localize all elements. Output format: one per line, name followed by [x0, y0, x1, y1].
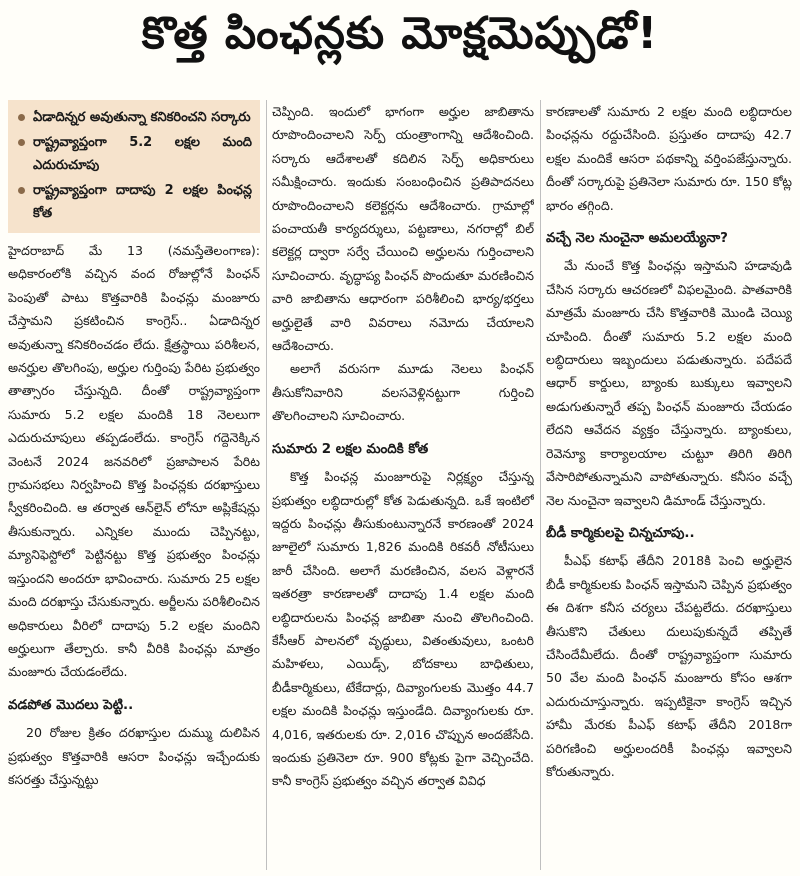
- headline: కొత్త పింఛన్లకు మోక్షమెప్పుడో!: [141, 8, 659, 59]
- body-paragraph: కొత్త పింఛన్ల మంజూరుపై నిర్లక్ష్యం చేస్తున్న ప్రభుత్వం లబ్ధిదారుల్లో కోత పెడుతున్నది. ఒకే ఇంటిలో ఇద్దరు పింఛన్లు తీసుకుంటున్నారనే కారణంతో 2024 జూలైలో సుమారు 1,826 మందికి రికవరీ నోటీసులు జారీ చేసింది. అలాగే మరణించిన, వలస వెళ్లారనే ఇతరత్రా కారణాలతో దాదాపు 1.4 లక్షల మంది లబ్ధిదారులను పింఛన్ల జాబితా నుంచి తొలగించింది. కేసీఆర్ పాలనలో వృద్ధులు, వితంతువులు, ఒంటరి మహిళలు, ఎయిడ్స్, బోదకాలు బాధితులు, బీడీకార్మికులు, టేకేదార్లు, దివ్యాంగులకు మొత్తం 44.7 లక్షల మందికి పింఛన్లు ఇస్తుండేది. దివ్యాంగులకు రూ. 4,016, ఇతరులకు రూ. 2,016 చొప్పున అందజేసేది. ఇందుకు ప్రతినెలా రూ. 900 కోట్లకు పైగా వెచ్చించేది. కానీ కాంగ్రెస్ ప్రభుత్వం వచ్చిన తర్వాత వివిధ: [272, 469, 534, 789]
- highlights-box: [8, 100, 260, 233]
- bullet-icon: [18, 114, 25, 121]
- subheading: వచ్చే నెల నుంచైనా అమలయ్యేనా?: [546, 231, 728, 247]
- subheading: బీడీ కార్మికులపై చిన్నచూపు..: [546, 525, 695, 541]
- highlight-text: రాష్ట్రవ్యాప్తంగా 5.2 లక్షల మంది ఎదురుచూపు: [33, 135, 252, 173]
- body-paragraph: చెప్పింది. ఇందులో భాగంగా అర్హుల జాబితాను రూపొందించాలని సెర్ప్ యంత్రాంగాన్ని ఆదేశించింది. సర్కారు ఆదేశాలతో కదిలిన సెర్ప్ అధికారులు సమీక్షించారు. ఇందుకు సంబంధించిన ప్రతిపాదనలు రూపొందించాలని కలెక్టర్లను ఆదేశించారు. గ్రామాల్లో పంచాయతీ కార్యదర్శులు, పట్టణాలు, నగరాల్లో బిల్ కలెక్టర్ల ద్వారా సర్వే చేయించి అర్హులను గుర్తించాలని సూచించారు. వృద్ధాప్య పింఛన్ పొందుతూ మరణించిన వారి జాబితాను ఆధారంగా పరిశీలించి భార్య/భర్తలు అర్హులైతే వారి వివరాలు నమోదు చేయాలని ఆదేశించారు.: [272, 104, 534, 354]
- highlight-item: [16, 179, 252, 225]
- column-1: [8, 100, 260, 876]
- highlight-text: ఏడాదిన్నర అవుతున్నా కనికరించని సర్కారు: [33, 110, 251, 125]
- body-paragraph: కారణాలతో సుమారు 2 లక్షల మంది లబ్ధిదారుల పింఛన్లను రద్దుచేసింది. ప్రస్తుతం దాదాపు 42.7 లక్షల మందికే ఆసరా పథకాన్ని వర్తింపజేస్తున్నారు. దీంతో సర్కారుపై ప్రతినెలా సుమారు రూ. 150 కోట్ల భారం తగ్గింది.: [546, 104, 792, 213]
- column-rule: [540, 100, 541, 870]
- subheading: వడపోత మొదలు పెట్టి..: [8, 697, 134, 713]
- highlight-item: [16, 131, 252, 177]
- highlight-text: రాష్ట్రవ్యాప్తంగా దాదాపు 2 లక్షల పింఛన్ల కోత: [33, 183, 252, 221]
- body-paragraph: మే నుంచే కొత్త పింఛన్లు ఇస్తామని హడావుడి చేసిన సర్కారు ఆచరణలో విఫలమైంది. పాతవారికి మాత్రమే మంజూరు చేసి కొత్తవారికి మొండి చెయ్యి చూపింది. దీంతో సుమారు 5.2 లక్షల మంది లబ్ధిదారులు ఇబ్బందులు పడుతున్నారు. పదేపదే ఆధార్ కార్డులు, బ్యాంకు బుక్కులు ఇవ్వాలని అడుగుతున్నారే తప్ప పింఛన్ మంజూరు చేయడం లేదని ఆవేదన వ్యక్తం చేస్తున్నారు. బ్యాంకులు, రెవెన్యూ కార్యాలయాల చుట్టూ తిరిగి తిరిగి వేసారిపోతున్నామని వాపోతున్నారు. కనీసం వచ్చే నెల నుంచైనా ఇవ్వాలని డిమాండ్ చేస్తున్నారు.: [546, 258, 792, 508]
- body-paragraph: అలాగే వరుసగా మూడు నెలలు పింఛన్ తీసుకోనివారిని వలసవెళ్లినట్టుగా గుర్తించి తొలగించాలని సూచించారు.: [272, 361, 534, 424]
- column-2: [272, 100, 534, 876]
- subheading: సుమారు 2 లక్షల మందికి కోత: [272, 441, 429, 457]
- body-paragraph: పీఎఫ్ కటాఫ్ తేదీని 2018కి పెంచి అర్హులైన బీడీ కార్మికులకు పింఛన్ ఇస్తామని చెప్పిన ప్రభుత్వం ఈ దిశగా కనీస చర్యలు చేపట్టలేదు. దరఖాస్తులు తీసుకొని చేతులు దులుపుకున్నదే తప్పితే చేసిందేమీలేదు. దీంతో రాష్ట్రవ్యాప్తంగా సుమారు 50 వేల మంది పింఛన్ మంజూరు కోసం ఆశగా ఎదురుచూస్తున్నారు. ఇప్పటికైనా కాంగ్రెస్ ఇచ్చిన హామీ మేరకు పీఎఫ్ కటాఫ్ తేదీని 2018గా పరిగణించి అర్హులందరికీ పింఛన్లు ఇవ్వాలని కోరుతున్నారు.: [546, 553, 792, 779]
- column-3: [546, 100, 792, 876]
- bullet-icon: [18, 139, 25, 146]
- highlight-item: [16, 106, 252, 129]
- bullet-icon: [18, 187, 25, 194]
- body-paragraph: హైదరాబాద్ మే 13 (నమస్తేతెలంగాణ): అధికారంలోకి వచ్చిన వంద రోజుల్లోనే పింఛన్ పెంపుతో పాటు కొత్తవారికి పింఛన్లు మంజూరు చేస్తామని ప్రకటించిన కాంగ్రెస్.. ఏడాదిన్నర అవుతున్నా కనికరించడం లేదు. క్షేత్రస్థాయి పరిశీలన, అనర్హుల తొలగింపు, అర్హుల గుర్తింపు పేరిట ప్రభుత్వం తాత్సారం చేస్తున్నది. దీంతో రాష్ట్రవ్యాప్తంగా సుమారు 5.2 లక్షల మందికి 18 నెలలుగా ఎదురుచూపులు తప్పడంలేదు. కాంగ్రెస్ గద్దెనెక్కిన వెంటనే 2024 జనవరిలో ప్రజాపాలన పేరిట గ్రామసభలు నిర్వహించి కొత్త పింఛన్లకు దరఖాస్తులు స్వీకరించింది. ఆ తర్వాత ఆన్‌లైన్ లోనూ అప్లికేషన్లు తీసుకున్నారు. ఎన్నికల ముందు చెప్పినట్టు, మ్యానిఫెస్టోలో పెట్టినట్టు కొత్త ప్రభుత్వం పింఛన్లు ఇస్తుందని అందరూ భావించారు. సుమారు 25 లక్షల మంది దరఖాస్తు చేసుకున్నారు. అర్జీలను పరిశీలించిన అధికారులు వీరిలో దాదాపు 5.2 లక్షల మందిని అర్హులుగా తేల్చారు. కానీ వీరికి పింఛన్లు మాత్రం మంజూరు చేయడంలేదు.: [8, 243, 260, 680]
- column-rule: [266, 100, 267, 870]
- body-paragraph: 20 రోజుల క్రితం దరఖాస్తుల దుమ్ము దులిపిన ప్రభుత్వం కొత్తవారికి ఆసరా పింఛన్లు ఇచ్చేందుకు కసరత్తు చేస్తున్నట్టు: [8, 725, 260, 787]
